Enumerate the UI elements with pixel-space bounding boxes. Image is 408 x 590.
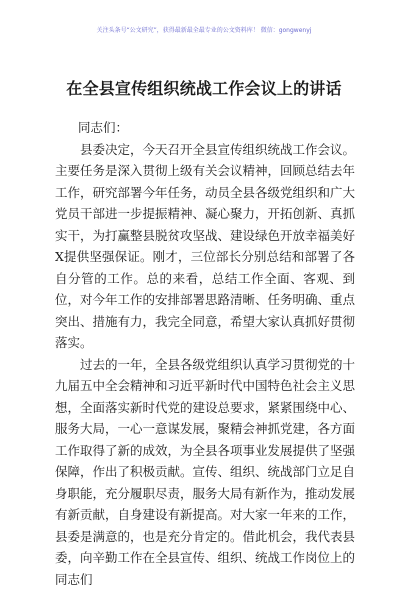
header-banner: 关注头条号“公文研究”，获得最新最全最专业的公文资料库！ 微信：gongwenyj xyxy=(0,26,408,35)
greeting: 同志们： xyxy=(55,117,355,139)
paragraph-1: 县委决定，今天召开全县宣传组织统战工作会议。主要任务是深入贯彻上级有关会议精神，回顾总结去年工作，研究部署今年任务，动员全县各级党组织和广大党员干部进一步提振精神、凝心聚力，开拓创新、真抓实干，为打赢整县脱贫攻坚战、建设绿色开放幸福美好X提供坚强保证。刚才，三位部长分别总结和部署了各自分管的工作。总的来看，总结工作全面、客观、到位，对今年工作的安排部署思路清晰、任务明确、重点突出、措施有力，我完全同意，希望大家认真抓好贯彻落实。 xyxy=(55,139,355,354)
paragraph-2: 过去的一年，全县各级党组织认真学习贯彻党的十九届五中全会精神和习近平新时代中国特色社会主义思想，全面落实新时代党的建设总要求，紧紧围绕中心、服务大局，一心一意谋发展，聚精会神抓党建，各方面工作取得了新的成效，为全县各项事业发展提供了坚强保障，作出了积极贡献。宣传、组织、统战部门立足自身职能，充分履职尽责，服务大局有新作为，推动发展有新贡献，自身建设有新提高。对大家一年来的工作，县委是满意的，也是充分肯定的。借此机会，我代表县委，向辛勤工作在全县宣传、组织、统战工作岗位上的同志们 xyxy=(55,354,355,590)
document-body xyxy=(55,117,355,590)
document-title: 在全县宣传组织统战工作会议上的讲话 xyxy=(0,78,408,100)
